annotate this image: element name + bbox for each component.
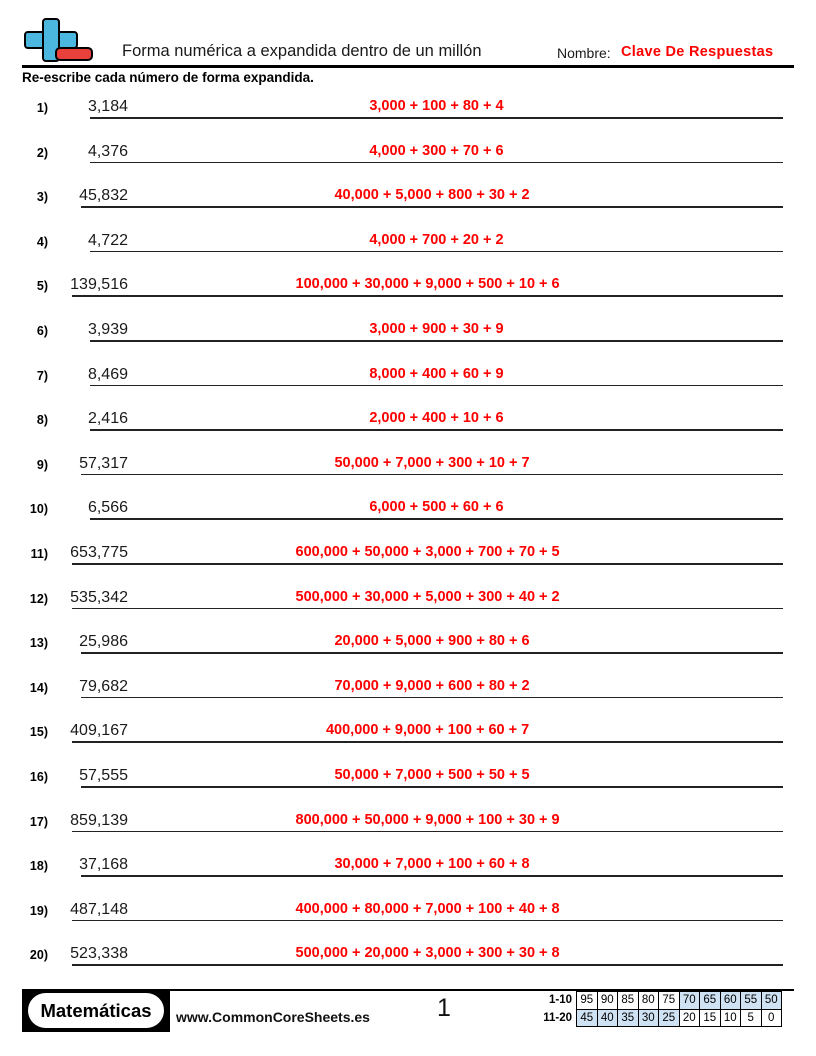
problem-list <box>0 92 816 984</box>
problem-row <box>0 270 816 315</box>
answer-text: 40,000 + 5,000 + 800 + 30 + 2 <box>334 187 530 204</box>
problem-index: 4) <box>36 234 48 249</box>
problem-row <box>0 939 816 984</box>
problem-number: 2,416 <box>87 410 128 428</box>
problem-number: 409,167 <box>70 722 128 740</box>
page-number: 1 <box>437 994 451 1022</box>
worksheet-logo <box>22 18 94 62</box>
problem-index: 6) <box>36 323 48 338</box>
answer-line[interactable] <box>81 652 783 654</box>
problem-number: 8,469 <box>87 365 128 383</box>
problem-row <box>0 92 816 137</box>
score-row <box>534 1010 782 1028</box>
problem-number: 4,376 <box>87 142 128 160</box>
answer-text: 70,000 + 9,000 + 600 + 80 + 2 <box>334 677 530 694</box>
answer-text: 3,000 + 900 + 30 + 9 <box>369 320 504 337</box>
problem-number: 859,139 <box>70 811 128 829</box>
problem-index: 20) <box>29 948 48 963</box>
answer-line[interactable] <box>81 474 783 476</box>
score-cell: 55 <box>740 991 762 1010</box>
score-cell-group <box>577 992 782 1010</box>
problem-number: 4,722 <box>87 231 128 249</box>
problem-number: 523,338 <box>70 945 128 963</box>
score-cell: 65 <box>699 991 721 1010</box>
problem-row <box>0 404 816 449</box>
problem-row <box>0 181 816 226</box>
problem-number: 139,516 <box>70 276 128 294</box>
answer-line[interactable] <box>90 117 783 119</box>
answer-line[interactable] <box>72 964 783 966</box>
problem-number: 25,986 <box>79 633 128 651</box>
brand-label: Matemáticas <box>40 999 152 1021</box>
problem-number: 57,317 <box>79 454 128 472</box>
problem-index: 19) <box>29 903 48 918</box>
problem-index: 2) <box>36 145 48 160</box>
score-cell: 25 <box>658 1009 680 1028</box>
problem-row <box>0 315 816 360</box>
score-cell: 70 <box>679 991 701 1010</box>
problem-row <box>0 137 816 182</box>
score-cell: 95 <box>576 991 598 1010</box>
problem-row <box>0 449 816 494</box>
score-cell: 30 <box>638 1009 660 1028</box>
problem-index: 11) <box>30 546 48 561</box>
score-cell: 20 <box>679 1009 701 1028</box>
problem-row <box>0 850 816 895</box>
answer-line[interactable] <box>90 162 783 164</box>
score-cell: 10 <box>720 1009 742 1028</box>
minus-icon <box>55 47 93 61</box>
score-cell: 40 <box>597 1009 619 1028</box>
answer-line[interactable] <box>90 518 783 520</box>
answer-line[interactable] <box>81 697 783 699</box>
problem-index: 16) <box>29 769 48 784</box>
problem-row <box>0 761 816 806</box>
score-cell: 35 <box>617 1009 639 1028</box>
problem-index: 13) <box>29 636 48 651</box>
problem-number: 45,832 <box>79 187 128 205</box>
problem-number: 535,342 <box>70 588 128 606</box>
score-cell: 85 <box>617 991 639 1010</box>
answer-line[interactable] <box>90 251 783 253</box>
problem-row <box>0 493 816 538</box>
answer-text: 500,000 + 20,000 + 3,000 + 300 + 30 + 8 <box>295 945 560 962</box>
brand-badge <box>22 989 170 1032</box>
worksheet-footer <box>0 989 816 1045</box>
score-row <box>534 992 782 1010</box>
problem-row <box>0 360 816 405</box>
answer-text: 30,000 + 7,000 + 100 + 60 + 8 <box>334 856 530 873</box>
answer-text: 400,000 + 80,000 + 7,000 + 100 + 40 + 8 <box>295 900 560 917</box>
instructions-text: Re-escribe cada número de forma expandida. <box>22 70 314 85</box>
answer-line[interactable] <box>72 741 783 743</box>
brand-pill <box>28 993 164 1028</box>
problem-index: 14) <box>29 680 48 695</box>
answer-line[interactable] <box>90 340 783 342</box>
problem-row <box>0 226 816 271</box>
problem-row <box>0 672 816 717</box>
problem-row <box>0 806 816 851</box>
answer-text: 20,000 + 5,000 + 900 + 80 + 6 <box>334 633 530 650</box>
answer-text: 8,000 + 400 + 60 + 9 <box>369 365 504 382</box>
score-grid <box>534 992 782 1027</box>
problem-index: 12) <box>29 591 48 606</box>
problem-index: 17) <box>29 814 48 829</box>
problem-row <box>0 716 816 761</box>
problem-index: 10) <box>29 502 48 517</box>
name-value: Clave De Respuestas <box>621 44 774 60</box>
problem-index: 9) <box>36 457 48 472</box>
answer-text: 800,000 + 50,000 + 9,000 + 100 + 30 + 9 <box>295 811 560 828</box>
problem-number: 653,775 <box>70 543 128 561</box>
score-cell: 80 <box>638 991 660 1010</box>
site-url: www.CommonCoreSheets.es <box>176 1009 370 1025</box>
problem-row <box>0 895 816 940</box>
score-cell: 90 <box>597 991 619 1010</box>
problem-index: 15) <box>29 725 48 740</box>
problem-index: 1) <box>36 101 48 115</box>
answer-line[interactable] <box>72 295 783 297</box>
score-row-label: 11-20 <box>543 1011 572 1024</box>
answer-text: 6,000 + 500 + 60 + 6 <box>369 499 504 516</box>
answer-line[interactable] <box>72 920 783 922</box>
score-cell: 15 <box>699 1009 721 1028</box>
score-cell: 75 <box>658 991 680 1010</box>
answer-text: 100,000 + 30,000 + 9,000 + 500 + 10 + 6 <box>295 276 560 293</box>
answer-text: 600,000 + 50,000 + 3,000 + 700 + 70 + 5 <box>295 543 560 560</box>
answer-text: 400,000 + 9,000 + 100 + 60 + 7 <box>325 722 530 739</box>
problem-number: 3,939 <box>87 320 128 338</box>
page-title: Forma numérica a expandida dentro de un millón <box>122 42 482 60</box>
answer-text: 2,000 + 400 + 10 + 6 <box>369 410 504 427</box>
answer-line[interactable] <box>81 206 783 208</box>
problem-index: 8) <box>36 413 48 428</box>
name-label: Nombre: <box>557 45 611 61</box>
answer-text: 4,000 + 700 + 20 + 2 <box>369 231 504 248</box>
score-cell: 5 <box>740 1009 762 1028</box>
problem-number: 79,682 <box>79 677 128 695</box>
problem-number: 3,184 <box>87 98 128 115</box>
problem-index: 3) <box>36 190 48 205</box>
problem-row <box>0 583 816 628</box>
answer-line[interactable] <box>81 786 783 788</box>
problem-row <box>0 627 816 672</box>
score-cell: 60 <box>720 991 742 1010</box>
problem-number: 487,148 <box>70 900 128 918</box>
problem-index: 18) <box>29 859 48 874</box>
problem-index: 7) <box>36 368 48 383</box>
answer-line[interactable] <box>81 875 783 877</box>
score-cell: 0 <box>761 1009 783 1028</box>
problem-number: 6,566 <box>87 499 128 517</box>
answer-text: 500,000 + 30,000 + 5,000 + 300 + 40 + 2 <box>295 588 560 605</box>
problem-index: 5) <box>36 279 48 294</box>
answer-text: 50,000 + 7,000 + 500 + 50 + 5 <box>334 766 530 783</box>
answer-text: 50,000 + 7,000 + 300 + 10 + 7 <box>334 454 530 471</box>
answer-line[interactable] <box>72 563 783 565</box>
answer-line[interactable] <box>72 608 783 610</box>
score-row-label: 1-10 <box>548 994 572 1006</box>
worksheet-header <box>0 0 816 85</box>
score-cell: 50 <box>761 991 783 1010</box>
problem-row <box>0 538 816 583</box>
score-cell-group <box>577 1010 782 1028</box>
answer-text: 4,000 + 300 + 70 + 6 <box>369 142 504 159</box>
problem-number: 37,168 <box>79 856 128 874</box>
header-divider <box>22 65 794 68</box>
answer-line[interactable] <box>72 831 783 833</box>
answer-line[interactable] <box>90 429 783 431</box>
answer-line[interactable] <box>90 385 783 387</box>
answer-text: 3,000 + 100 + 80 + 4 <box>369 98 504 114</box>
problem-number: 57,555 <box>79 766 128 784</box>
score-cell: 45 <box>576 1009 598 1028</box>
